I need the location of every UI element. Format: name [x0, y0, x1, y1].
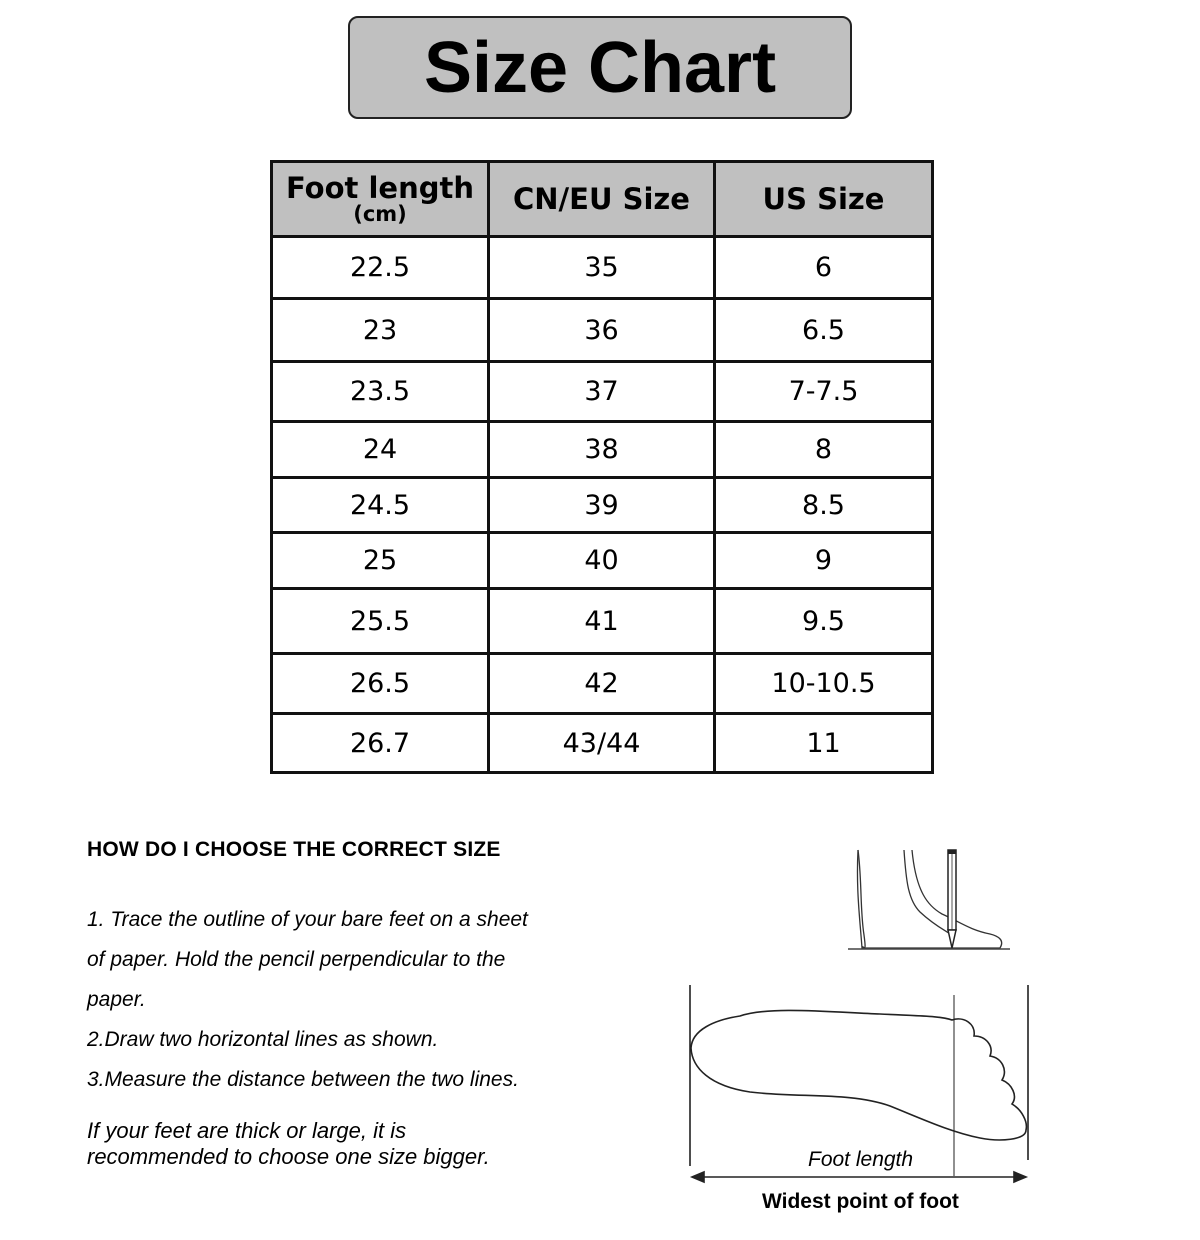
cell-cn-eu: 36 [489, 299, 715, 362]
table-row [272, 422, 933, 478]
cell-cn-eu: 39 [489, 478, 715, 533]
cell-cn-eu: 37 [489, 362, 715, 422]
cell-foot: 22.5 [272, 237, 489, 299]
table-row [272, 714, 933, 773]
cell-cn-eu: 41 [489, 589, 715, 654]
table-header-row [272, 162, 933, 237]
cell-us: 6 [715, 237, 933, 299]
measure-arrow-icon [692, 1172, 1026, 1182]
cell-foot: 26.5 [272, 654, 489, 714]
guide-step-line: 2.Draw two horizontal lines as shown. [87, 1028, 439, 1051]
guide-step-line: paper. [87, 988, 146, 1011]
sizing-guide [87, 838, 607, 1170]
cell-us: 10-10.5 [715, 654, 933, 714]
guide-note: If your feet are thick or large, it is recommended to choose one size bigger. [87, 1118, 490, 1169]
cell-foot: 24 [272, 422, 489, 478]
guide-step-line: 1. Trace the outline of your bare feet on a sheet [87, 908, 528, 931]
cell-us: 7-7.5 [715, 362, 933, 422]
guide-step-line: of paper. Hold the pencil perpendicular to the [87, 948, 506, 971]
cell-us: 8 [715, 422, 933, 478]
guide-steps [87, 900, 607, 1100]
cell-us: 9 [715, 533, 933, 589]
table-row [272, 299, 933, 362]
table-row [272, 362, 933, 422]
cell-us: 6.5 [715, 299, 933, 362]
table-row [272, 654, 933, 714]
cell-foot: 24.5 [272, 478, 489, 533]
size-table [270, 160, 934, 774]
header-foot-length-unit: (cm) [353, 201, 407, 226]
cell-cn-eu: 43/44 [489, 714, 715, 773]
table-row [272, 589, 933, 654]
cell-us: 11 [715, 714, 933, 773]
cell-us: 8.5 [715, 478, 933, 533]
cell-us: 9.5 [715, 589, 933, 654]
cell-foot: 26.7 [272, 714, 489, 773]
cell-cn-eu: 35 [489, 237, 715, 299]
cell-foot: 25.5 [272, 589, 489, 654]
header-us-size: US Size [715, 162, 933, 237]
table-row [272, 237, 933, 299]
title-banner [348, 16, 852, 119]
foot-side-view-icon [848, 850, 1010, 949]
guide-step-line: 3.Measure the distance between the two lines. [87, 1068, 519, 1091]
page-title: Size Chart [423, 27, 777, 108]
table-row [272, 533, 933, 589]
header-cn-eu-size: CN/EU Size [489, 162, 715, 237]
guide-heading: HOW DO I CHOOSE THE CORRECT SIZE [87, 838, 501, 861]
foot-measure-diagram [680, 840, 1040, 1230]
table-row [272, 478, 933, 533]
cell-foot: 25 [272, 533, 489, 589]
cell-cn-eu: 42 [489, 654, 715, 714]
widest-point-label: Widest point of foot [762, 1190, 959, 1213]
pencil-icon [948, 850, 956, 948]
cell-cn-eu: 40 [489, 533, 715, 589]
foot-length-label: Foot length [808, 1148, 914, 1171]
cell-foot: 23.5 [272, 362, 489, 422]
header-foot-length-label: Foot length [286, 171, 474, 206]
header-foot-length [272, 162, 489, 237]
cell-foot: 23 [272, 299, 489, 362]
cell-cn-eu: 38 [489, 422, 715, 478]
